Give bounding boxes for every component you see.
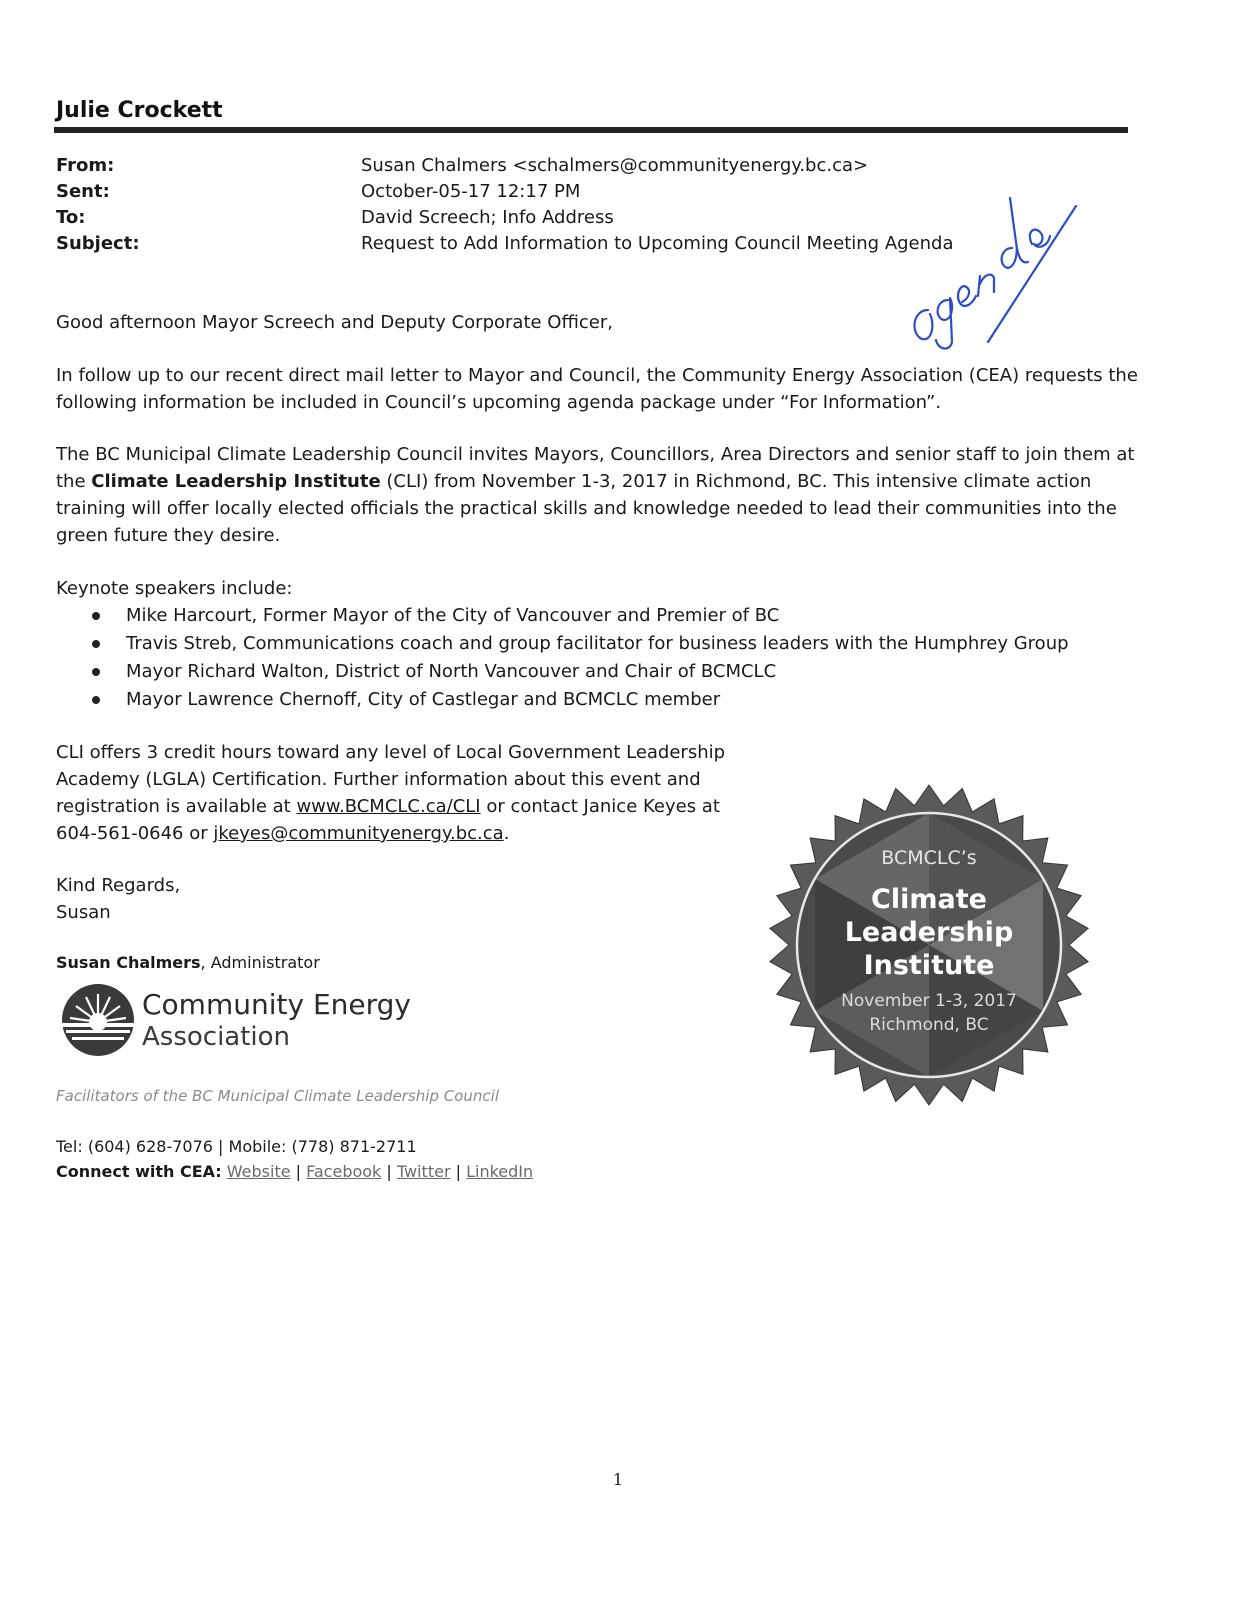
from-value: Susan Chalmers <schalmers@communityenergy.bc.ca> <box>361 155 869 176</box>
badge-line2: Climate <box>871 884 987 915</box>
contact-email-link[interactable]: jkeyes@communityenergy.bc.ca <box>213 823 504 844</box>
cea-logo <box>60 980 420 1060</box>
list-item <box>56 602 1069 630</box>
handwritten-agenda-note <box>900 192 1090 352</box>
bullet-icon <box>92 668 100 676</box>
contact-info <box>56 1134 533 1184</box>
paragraph-request: In follow up to our recent direct mail letter to Mayor and Council, the Community Energy Association (CEA) requests the following information be included in Council’s upcoming agenda package under “For Information”. <box>56 365 1138 413</box>
cli-text-a: CLI offers 3 credit hours toward any level of Local Government Leadership Academy (LGLA) Certification. Further information about this event and registration is available at <box>56 742 726 817</box>
bullet-icon <box>92 612 100 620</box>
sunrise-logo-icon <box>60 982 136 1058</box>
sent-value: October-05-17 12:17 PM <box>361 181 581 202</box>
closing-line: Kind Regards, <box>56 875 181 896</box>
sent-label: Sent: <box>56 181 110 202</box>
signature-tagline: Facilitators of the BC Municipal Climate Leadership Council <box>56 1087 499 1105</box>
twitter-link[interactable]: Twitter <box>396 1162 451 1181</box>
paragraph-cli <box>56 739 756 847</box>
closing <box>56 872 180 926</box>
separator: | <box>450 1162 467 1181</box>
paragraph-invitation <box>56 441 1146 549</box>
subject-value: Request to Add Information to Upcoming Council Meeting Agenda <box>361 233 954 254</box>
speaker-text: Travis Streb, Communications coach and group facilitator for business leaders with the Humphrey Group <box>126 633 1069 654</box>
signature-name <box>56 953 320 972</box>
phone-line: Tel: (604) 628-7076 | Mobile: (778) 871-2711 <box>56 1137 417 1156</box>
cli-text-b: or contact Janice Keyes at 604-561-0646 or <box>56 796 720 844</box>
page-number: 1 <box>612 1470 624 1489</box>
separator: | <box>290 1162 307 1181</box>
subject-label: Subject: <box>56 233 140 254</box>
badge-line6: Richmond, BC <box>869 1015 989 1035</box>
list-item <box>56 658 1069 686</box>
invitation-text-a: The BC Municipal Climate Leadership Council invites Mayors, Councillors, Area Directors and senior staff to join them at the <box>56 444 1135 492</box>
connect-label: Connect with CEA: <box>56 1162 222 1181</box>
from-label: From: <box>56 155 115 176</box>
sender-name: Susan Chalmers <box>56 953 201 972</box>
logo-line2: Association <box>142 1022 291 1052</box>
list-item <box>56 630 1069 658</box>
facebook-link[interactable]: Facebook <box>306 1162 382 1181</box>
speaker-list <box>56 602 1069 714</box>
speaker-text: Mike Harcourt, Former Mayor of the City of Vancouver and Premier of BC <box>126 605 780 626</box>
speaker-text: Mayor Lawrence Chernoff, City of Castlegar and BCMCLC member <box>126 689 721 710</box>
badge-line3: Leadership <box>844 917 1014 948</box>
bullet-icon <box>92 640 100 648</box>
institute-name: Climate Leadership Institute <box>91 471 381 492</box>
greeting: Good afternoon Mayor Screech and Deputy Corporate Officer, <box>56 312 613 333</box>
header-rule <box>54 127 1128 133</box>
keynote-intro: Keynote speakers include: <box>56 578 293 599</box>
mailbox-owner: Julie Crockett <box>56 98 223 123</box>
cli-website-link[interactable]: www.BCMCLC.ca/CLI <box>296 796 481 817</box>
invitation-text-b: (CLI) from November 1-3, 2017 in Richmond, BC. This intensive climate action training will offer locally elected officials the practical skills and knowledge needed to lead their communities into the green future they desire. <box>56 471 1117 546</box>
logo-line1: Community Energy <box>142 988 411 1021</box>
to-value: David Screech; Info Address <box>361 207 614 228</box>
badge-line5: November 1-3, 2017 <box>841 991 1017 1011</box>
social-line <box>56 1159 533 1184</box>
bullet-icon <box>92 696 100 704</box>
separator: | <box>381 1162 397 1181</box>
linkedin-link[interactable]: LinkedIn <box>466 1162 534 1181</box>
website-link[interactable]: Website <box>226 1162 291 1181</box>
speaker-text: Mayor Richard Walton, District of North Vancouver and Chair of BCMCLC <box>126 661 777 682</box>
to-label: To: <box>56 207 86 228</box>
badge-line1: BCMCLC’s <box>881 847 977 869</box>
closing-name: Susan <box>56 902 111 923</box>
badge-line4: Institute <box>863 950 995 981</box>
list-item <box>56 686 1069 714</box>
sender-title: , Administrator <box>200 953 320 972</box>
cli-text-c: . <box>503 823 510 844</box>
cli-badge-seal <box>768 784 1090 1106</box>
